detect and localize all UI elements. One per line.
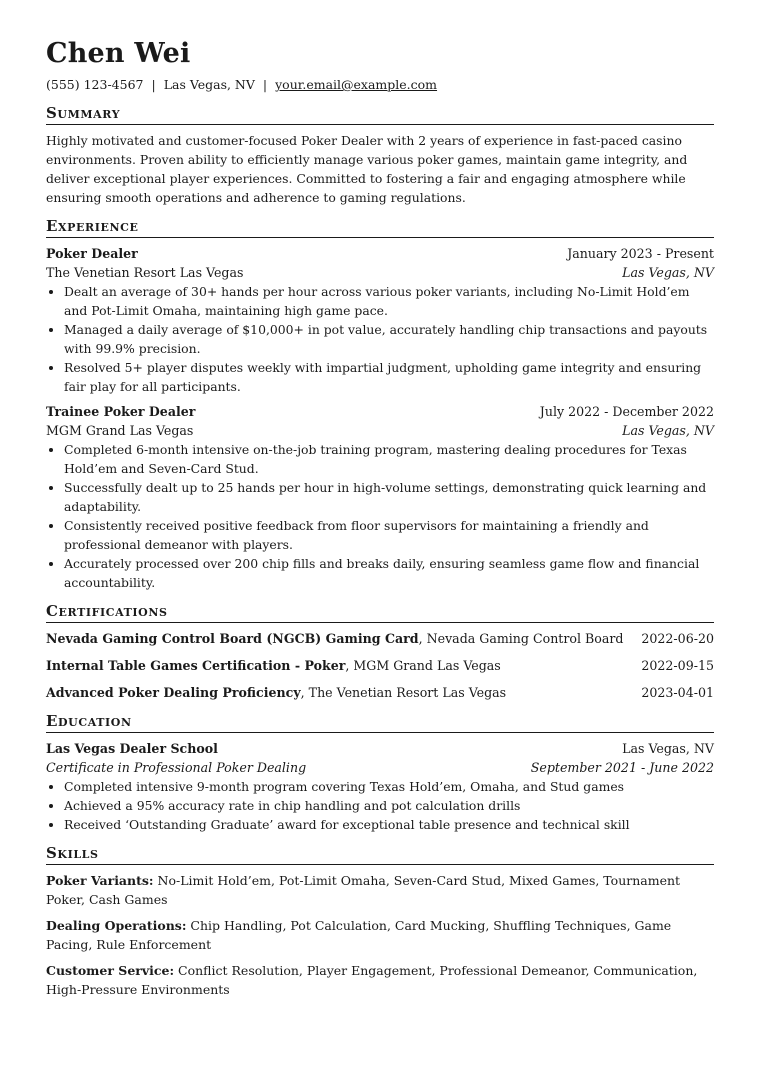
job-company: MGM Grand Las Vegas <box>46 423 194 438</box>
bullet-item: • Completed intensive 9-month program covering Texas Hold’em, Omaha, and Stud games <box>64 777 714 796</box>
skill-label: Dealing Operations: <box>46 918 187 933</box>
certification-item <box>46 656 714 675</box>
candidate-name: Chen Wei <box>46 38 191 69</box>
certification-issuer: , MGM Grand Las Vegas <box>345 658 501 673</box>
education-section <box>46 712 714 834</box>
school-name: Las Vegas Dealer School <box>46 741 218 756</box>
job-role: Poker Dealer <box>46 246 138 261</box>
certification-item <box>46 683 714 702</box>
bullet-item: • Achieved a 95% accuracy rate in chip handling and pot calculation drills <box>64 796 714 815</box>
skill-label: Poker Variants: <box>46 873 154 888</box>
summary-section <box>46 104 714 207</box>
skill-group <box>46 871 714 909</box>
job-dates: July 2022 - December 2022 <box>539 404 714 419</box>
skills-section <box>46 844 714 999</box>
job-entry <box>46 244 714 396</box>
location: Las Vegas, NV <box>163 77 255 92</box>
bullet-item: • Successfully dealt up to 25 hands per hour in high-volume settings, demonstrating quick learning and adaptability. <box>64 478 714 516</box>
skill-label: Customer Service: <box>46 963 175 978</box>
section-title-skills: Skills <box>46 844 714 865</box>
education-bullets <box>46 777 714 834</box>
bullet-item: • Completed 6-month intensive on-the-job training program, mastering dealing procedures for Texas Hold’em and Seven-Card Stud. <box>64 440 714 478</box>
section-title-experience: Experience <box>46 217 714 238</box>
job-role: Trainee Poker Dealer <box>46 404 196 419</box>
job-bullets <box>46 282 714 396</box>
certification-issuer: , Nevada Gaming Control Board <box>418 631 624 646</box>
resume-page <box>46 38 714 1006</box>
job-entry <box>46 402 714 592</box>
certification-date: 2022-06-20 <box>641 631 714 646</box>
section-title-summary: Summary <box>46 104 714 125</box>
certification-name: Nevada Gaming Control Board (NGCB) Gaming Card <box>46 631 419 646</box>
separator: | <box>262 77 268 92</box>
section-title-education: Education <box>46 712 714 733</box>
job-company: The Venetian Resort Las Vegas <box>46 265 244 280</box>
contact-line <box>46 76 714 94</box>
separator: | <box>151 77 156 92</box>
job-bullets <box>46 440 714 592</box>
certification-issuer: , The Venetian Resort Las Vegas <box>300 685 507 700</box>
certification-name: Advanced Poker Dealing Proficiency <box>46 685 301 700</box>
job-location: Las Vegas, NV <box>622 265 714 280</box>
bullet-item: • Dealt an average of 30+ hands per hour across various poker variants, including No-Limit Hold’em and Pot-Limit Omaha, maintaining high game pace. <box>64 282 714 320</box>
education-dates: September 2021 - June 2022 <box>530 760 714 775</box>
bullet-item: • Received ‘Outstanding Graduate’ award for exceptional table presence and technical skill <box>64 815 714 834</box>
skill-values: Conflict Resolution, Player Engagement, Professional Demeanor, Communication, High-Pressure Environments <box>46 963 698 997</box>
job-location: Las Vegas, NV <box>622 423 714 438</box>
certification-date: 2023-04-01 <box>641 685 714 700</box>
certification-item <box>46 629 714 648</box>
bullet-item: • Consistently received positive feedback from floor supervisors for maintaining a friendly and professional demeanor with players. <box>64 516 714 554</box>
skill-values: Chip Handling, Pot Calculation, Card Mucking, Shuffling Techniques, Game Pacing, Rule Enforcement <box>46 918 672 952</box>
bullet-item: • Resolved 5+ player disputes weekly with impartial judgment, upholding game integrity and ensuring fair play for all participants. <box>64 358 714 396</box>
phone-number: (555) 123-4567 <box>46 77 144 92</box>
experience-section <box>46 217 714 592</box>
bullet-item: • Accurately processed over 200 chip fills and breaks daily, ensuring seamless game flow and financial accountability. <box>64 554 714 592</box>
skill-group <box>46 961 714 999</box>
skill-group <box>46 916 714 954</box>
email-link[interactable]: your.email@example.com <box>275 77 438 92</box>
certification-date: 2022-09-15 <box>641 658 714 673</box>
degree-name: Certificate in Professional Poker Dealing <box>46 760 307 775</box>
skill-values: No-Limit Hold’em, Pot-Limit Omaha, Seven-Card Stud, Mixed Games, Tournament Poker, Cash Games <box>46 873 681 907</box>
certification-name: Internal Table Games Certification - Poker <box>46 658 346 673</box>
job-dates: January 2023 - Present <box>567 246 714 261</box>
summary-text: Highly motivated and customer-focused Poker Dealer with 2 years of experience in fast-paced casino environments. Proven ability to efficiently manage various poker games, maintain game integrity, and deliver exceptional player experiences. Committed to fostering a fair and engaging atmosphere while ensuring smooth operations and adherence to gaming regulations. <box>46 133 688 205</box>
section-title-certifications: Certifications <box>46 602 714 623</box>
certifications-section <box>46 602 714 702</box>
bullet-item: • Managed a daily average of $10,000+ in pot value, accurately handling chip transactions and payouts with 99.9% precision. <box>64 320 714 358</box>
school-location: Las Vegas, NV <box>622 741 714 756</box>
